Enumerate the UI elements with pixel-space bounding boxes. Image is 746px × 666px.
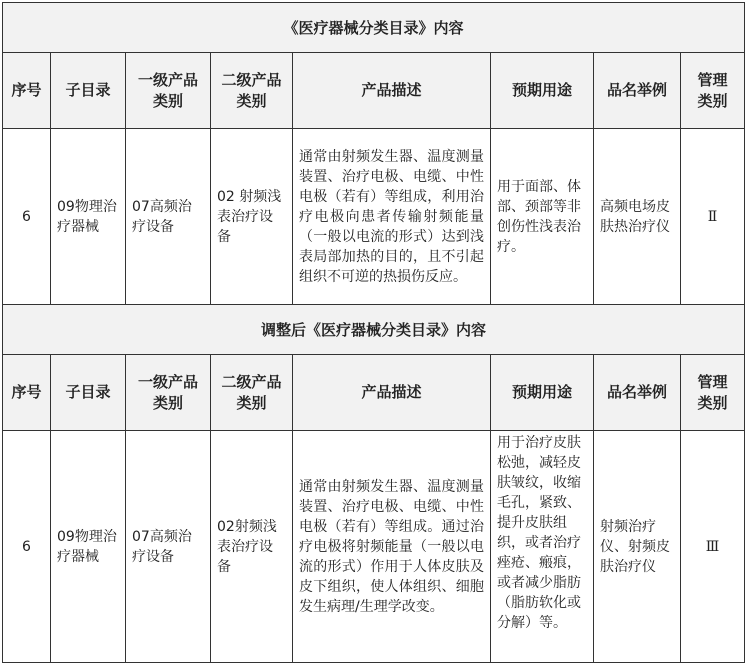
section1-header-row <box>3 53 745 129</box>
cell-class: Ⅱ <box>681 129 745 305</box>
cell-subdir: 09物理治疗器械 <box>51 431 126 663</box>
header-purpose: 预期用途 <box>491 53 594 129</box>
header-purpose: 预期用途 <box>491 355 594 431</box>
cell-examples: 高频电场皮肤热治疗仪 <box>594 129 681 305</box>
cell-seq: 6 <box>3 129 51 305</box>
cell-seq: 6 <box>3 431 51 663</box>
classification-table <box>2 2 745 663</box>
header-level1: 一级产品类别 <box>126 355 211 431</box>
cell-class: Ⅲ <box>681 431 745 663</box>
cell-level1: 07高频治疗设备 <box>126 431 211 663</box>
header-seq: 序号 <box>3 53 51 129</box>
cell-examples: 射频治疗仪、射频皮肤治疗仪 <box>594 431 681 663</box>
cell-description: 通常由射频发生器、温度测量装置、治疗电极、电缆、中性电极（若有）等组成。通过治疗电极将射频能量（一般以电流的形式）作用于人体皮肤及皮下组织，使人体组织、细胞发生病理/生理学改变。 <box>293 431 491 663</box>
header-examples: 品名举例 <box>594 53 681 129</box>
cell-level2: 02射频浅表治疗设备 <box>211 431 293 663</box>
cell-level1: 07高频治疗设备 <box>126 129 211 305</box>
header-examples: 品名举例 <box>594 355 681 431</box>
header-level1: 一级产品类别 <box>126 53 211 129</box>
section2-title: 调整后《医疗器械分类目录》内容 <box>3 305 745 355</box>
section1-data-row <box>3 129 745 305</box>
section1-title-row <box>3 3 745 53</box>
header-description: 产品描述 <box>293 355 491 431</box>
header-description: 产品描述 <box>293 53 491 129</box>
section2-header-row <box>3 355 745 431</box>
cell-subdir: 09物理治疗器械 <box>51 129 126 305</box>
section1-title: 《医疗器械分类目录》内容 <box>3 3 745 53</box>
header-class: 管理类别 <box>681 355 745 431</box>
header-subdir: 子目录 <box>51 53 126 129</box>
header-seq: 序号 <box>3 355 51 431</box>
cell-purpose: 用于治疗皮肤松弛，减轻皮肤皱纹，收缩毛孔，紧致、提升皮肤组织，或者治疗痤疮、瘢痕，或者减少脂肪（脂肪软化或分解）等。 <box>491 431 594 663</box>
header-level2: 二级产品类别 <box>211 355 293 431</box>
section2-title-row <box>3 305 745 355</box>
cell-level2: 02 射频浅表治疗设备 <box>211 129 293 305</box>
cell-purpose: 用于面部、体部、颈部等非创伤性浅表治疗。 <box>491 129 594 305</box>
header-class: 管理类别 <box>681 53 745 129</box>
header-subdir: 子目录 <box>51 355 126 431</box>
section2-data-row <box>3 431 745 663</box>
header-level2: 二级产品类别 <box>211 53 293 129</box>
cell-description: 通常由射频发生器、温度测量装置、治疗电极、电缆、中性电极（若有）等组成，利用治疗电极向患者传输射频能量（一般以电流的形式）达到浅表局部加热的目的，且不引起组织不可逆的热损伤反应。 <box>293 129 491 305</box>
